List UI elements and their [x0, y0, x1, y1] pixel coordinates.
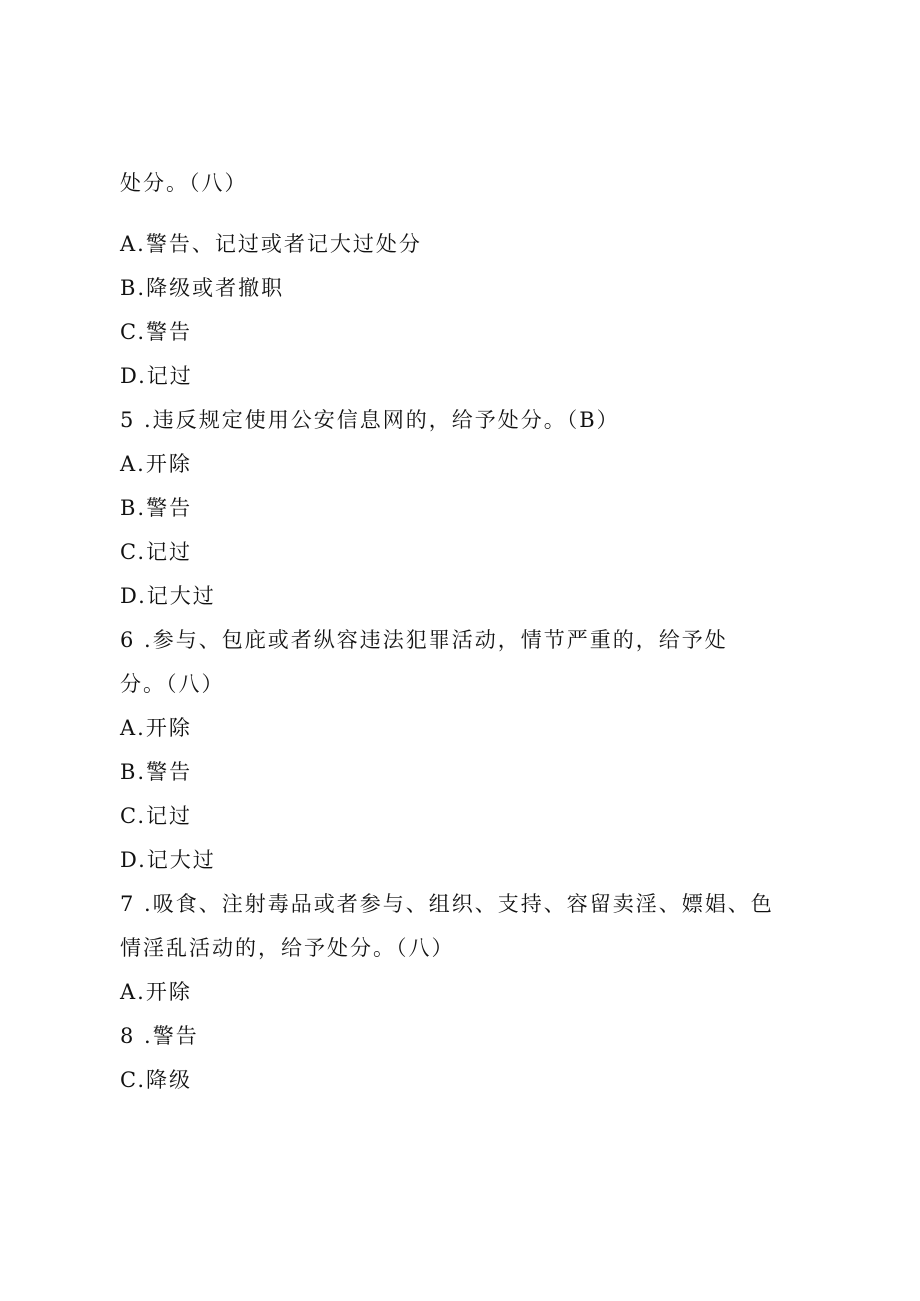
option-a: A.开除 [120, 452, 192, 476]
question-6: 6 .参与、包庇或者纵容违法犯罪活动，情节严重的，给予处 [120, 628, 728, 652]
option-c: C.记过 [120, 540, 192, 564]
question-6-continuation: 分。（八） [120, 672, 225, 696]
option-b: 8 .警告 [120, 1024, 199, 1048]
question-5: 5 .违反规定使用公安信息网的，给予处分。（B） [120, 408, 620, 432]
option-c: C.记过 [120, 804, 192, 828]
option-b: B.警告 [120, 760, 193, 784]
option-a: A.开除 [120, 716, 192, 740]
option-a: A.警告、记过或者记大过处分 [120, 232, 422, 256]
question-7-continuation: 情淫乱活动的，给予处分。（八） [120, 936, 455, 960]
option-c: C.降级 [120, 1068, 192, 1092]
option-d: D.记大过 [120, 584, 216, 608]
question-continuation: 处分。（八） [120, 171, 248, 195]
option-b: B.警告 [120, 496, 193, 520]
option-b: B.降级或者撤职 [120, 276, 285, 300]
option-c: C.警告 [120, 320, 192, 344]
option-d: D.记过 [120, 364, 193, 388]
option-d: D.记大过 [120, 848, 216, 872]
question-7: 7 .吸食、注射毒品或者参与、组织、支持、容留卖淫、嫖娼、色 [120, 892, 774, 916]
option-a: A.开除 [120, 980, 192, 1004]
